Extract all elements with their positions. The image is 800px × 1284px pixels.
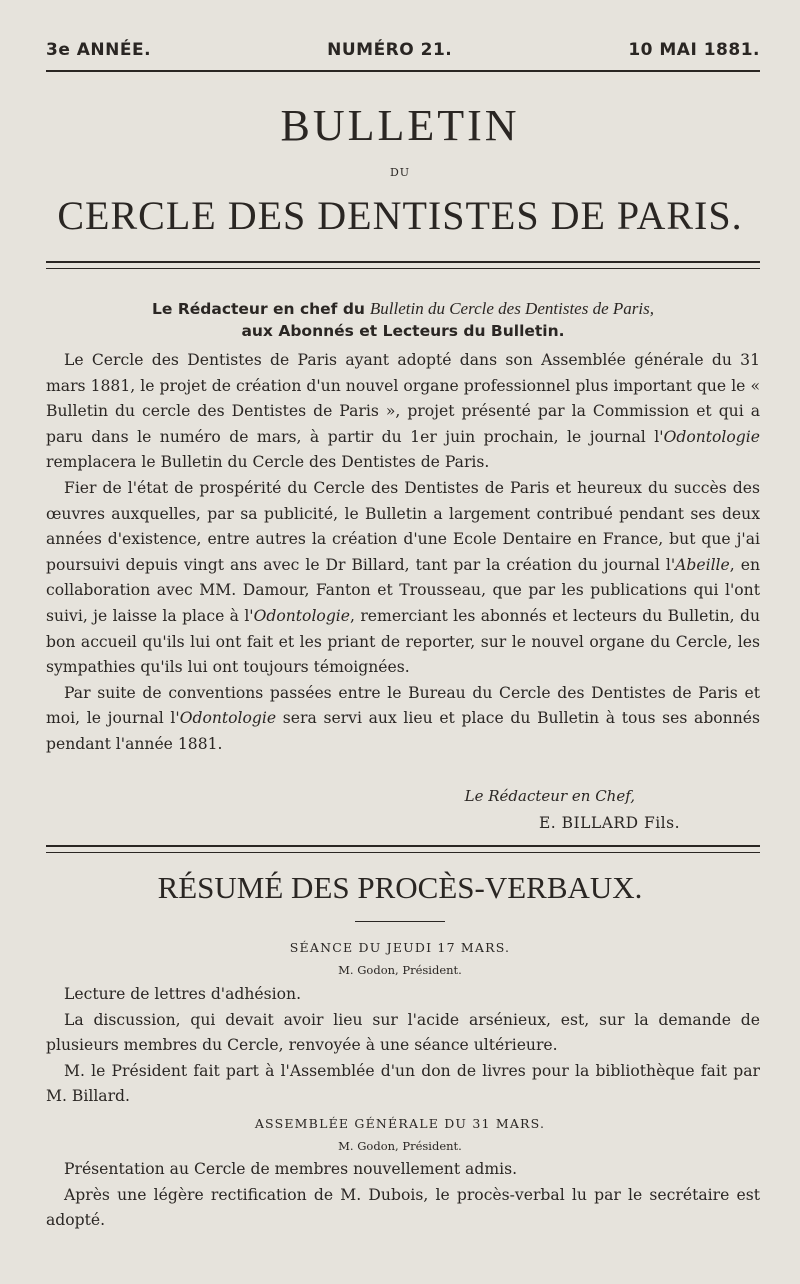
cercle-title: CERCLE DES DENTISTES DE PARIS. [57, 193, 743, 238]
title-double-rule [46, 261, 760, 269]
notice-paragraph-2: Fier de l'état de prospérité du Cercle des Dentistes de Paris et heureux du succès des œuvres auxquelles, par sa publicité, le Bulletin a largement contribué pendant ses deux années d'existence, entre autres la création d'une Ecole Dentaire en France, but que j'ai poursuivi depuis vingt ans avec le Dr Billard, tant par la création du journal l'Abeille, en collaboration avec MM. Damour, Fanton et Trousseau, que par les publications qui l'ont suivi, je laisse la place à l'Odontologie, remerciant les abonnés et lecteurs du Bulletin, du bon accueil qu'ils lui ont fait et les priant de reporter, sur le nouvel organe du Cercle, les sympathies qu'ils lui ont toujours témoignées. [46, 478, 760, 677]
notice-body [46, 348, 760, 758]
masthead [46, 40, 760, 60]
notice-heading [46, 298, 760, 342]
resume-short-rule [355, 921, 445, 922]
seance1-heading: SÉANCE DU JEUDI 17 MARS. [289, 940, 511, 955]
notice-paragraph-1: Le Cercle des Dentistes de Paris ayant adopté dans son Assemblée générale du 31 mars 1881, le projet de création d'un nouvel organe professionnel plus important que le « Bulletin du cercle des Dentistes de Paris », projet présenté par la Commission et qui a paru dans le numéro de mars, à partir du 1er juin prochain, le journal l'Odontologie remplacera le Bulletin du Cercle des Dentistes de Paris. [46, 351, 760, 472]
seance2-president: M. Godon, Président. [338, 1139, 462, 1153]
notice-heading-part1: Le Rédacteur en chef du [152, 300, 365, 318]
title-du: DU [389, 166, 411, 179]
bulletin-title: BULLETIN [280, 101, 520, 150]
seance2-line: Après une légère rectification de M. Dubois, le procès-verbal lu par le secrétaire est adopté. [46, 1185, 760, 1230]
seance2-body [46, 1157, 760, 1234]
seance1-body [46, 982, 760, 1110]
issue-date: 10 MAI 1881. [628, 40, 760, 60]
seance1-line: M. le Président fait part à l'Assemblée d'un don de livres pour la bibliothèque fait par M. Billard. [46, 1061, 760, 1106]
year-label: 3e ANNÉE. [46, 40, 152, 60]
resume-title: RÉSUMÉ DES PROCÈS-VERBAUX. [157, 870, 643, 905]
seance2-line: Présentation au Cercle de membres nouvellement admis. [64, 1160, 518, 1178]
seance1-line: La discussion, qui devait avoir lieu sur l'acide arsénieux, est, sur la demande de plusieurs membres du Cercle, renvoyée à une séance ultérieure. [46, 1010, 760, 1055]
signature-name: E. BILLARD Fils. [538, 814, 680, 832]
notice-heading-italic: Bulletin du Cercle des Dentistes de Paris, [369, 299, 654, 318]
issue-number: NUMÉRO 21. [327, 40, 453, 60]
signature-role: Le Rédacteur en Chef, [464, 787, 635, 805]
notice-paragraph-3: Par suite de conventions passées entre le Bureau du Cercle des Dentistes de Paris et moi, le journal l'Odontologie sera servi aux lieu et place du Bulletin à tous ses abonnés pendant l'année 1881. [46, 683, 761, 753]
seance1-president: M. Godon, Président. [338, 963, 462, 977]
seance1-line: Lecture de lettres d'adhésion. [64, 985, 302, 1003]
seance2-heading: ASSEMBLÉE GÉNÉRALE DU 31 MARS. [254, 1116, 546, 1131]
masthead-rule [46, 70, 760, 72]
section-double-rule [46, 845, 760, 853]
notice-heading-part2: aux Abonnés et Lecteurs du Bulletin. [241, 322, 565, 340]
